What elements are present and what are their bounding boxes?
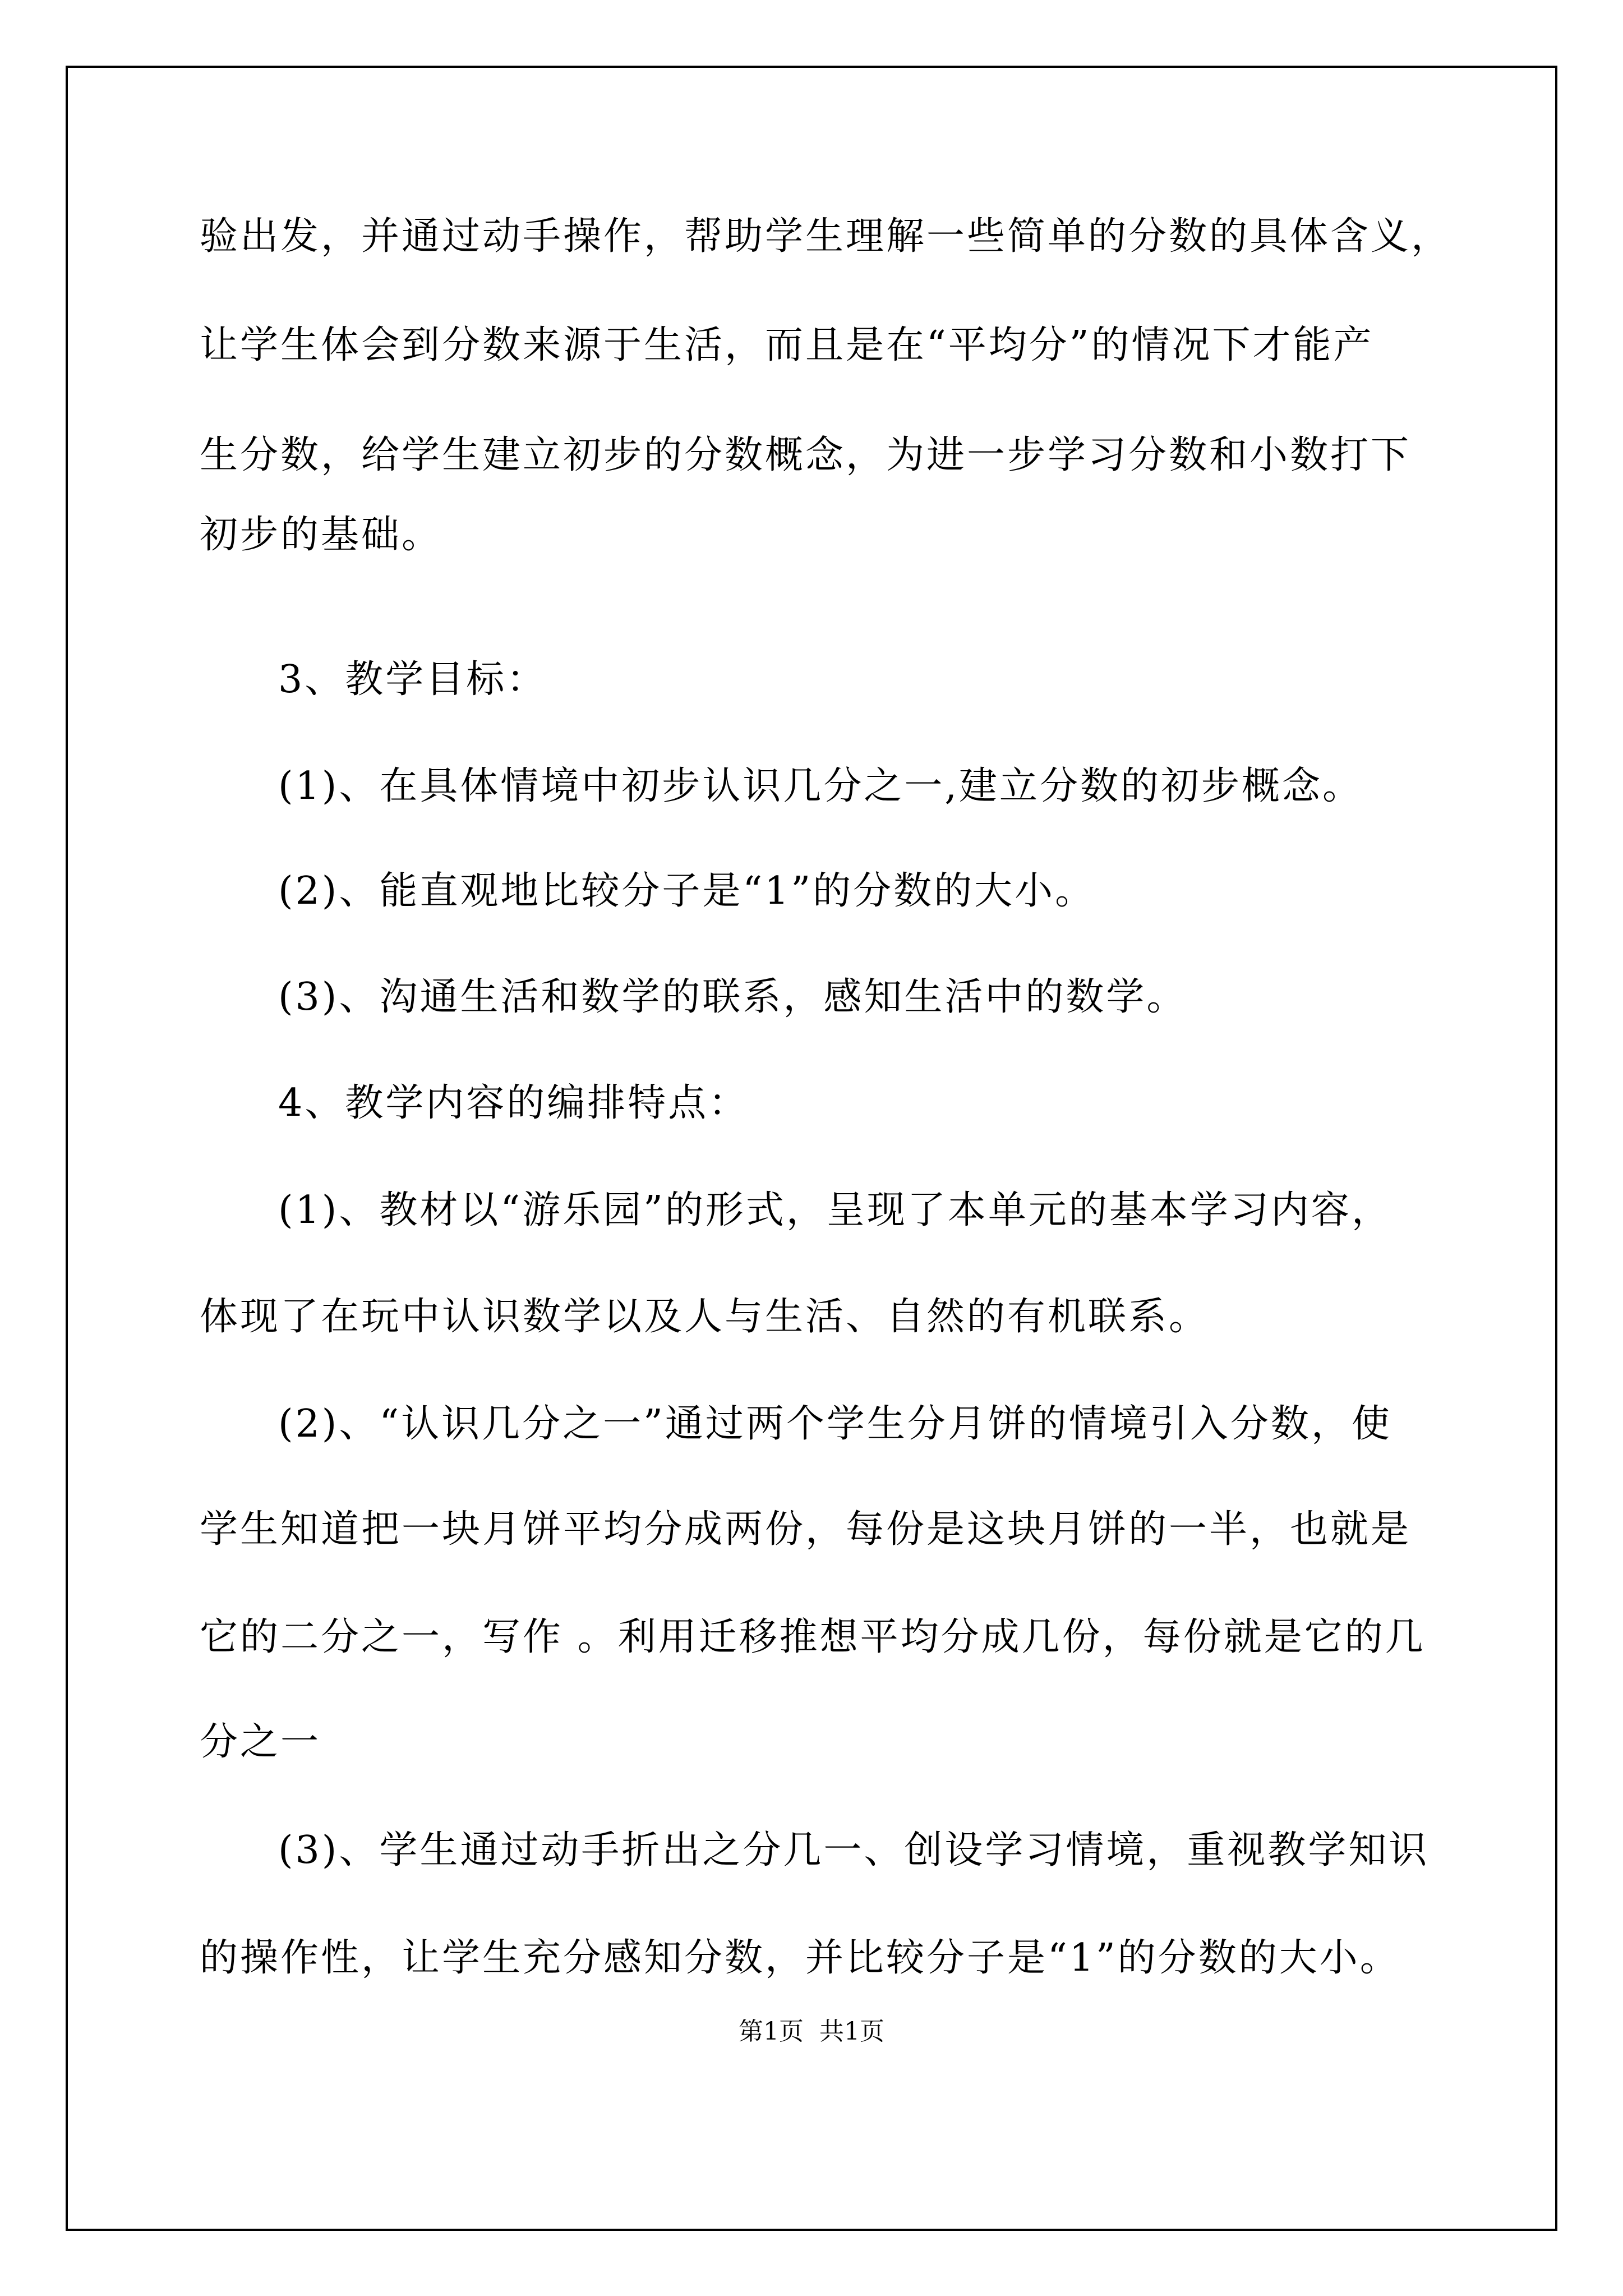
text-line: 验出发，并通过动手操作，帮助学生理解一些简单的分数的具体含义， bbox=[200, 214, 1452, 259]
list-item: (1)、教材以“游乐园”的形式，呈现了本单元的基本学习内容， bbox=[278, 1188, 1392, 1232]
page-footer bbox=[0, 2019, 1623, 2044]
text-line: 学生知道把一块月饼平均分成两份，每份是这块月饼的一半，也就是 bbox=[200, 1507, 1412, 1552]
text-line: 生分数，给学生建立初步的分数概念，为进一步学习分数和小数打下 bbox=[200, 433, 1412, 477]
text-line: 分之一 bbox=[200, 1720, 321, 1764]
page-border bbox=[66, 66, 1557, 2231]
text-line: 初步的基础。 bbox=[200, 513, 442, 557]
text-line: 的操作性，让学生充分感知分数，并比较分子是“1”的分数的大小。 bbox=[200, 1936, 1400, 1980]
section-heading: 3、教学目标： bbox=[278, 657, 547, 702]
text-line: 它的二分之一，写作 。利用迁移推想平均分成几份，每份就是它的几 bbox=[200, 1615, 1426, 1659]
list-item: (3)、学生通过动手折出之分几一、创设学习情境，重视教学知识 bbox=[278, 1828, 1430, 1872]
list-item: (2)、能直观地比较分子是“1”的分数的大小。 bbox=[278, 869, 1096, 913]
page-total: 共1页 bbox=[819, 2017, 884, 2046]
page-number: 第1页 bbox=[739, 2017, 804, 2046]
list-item: (2)、“认识几分之一”通过两个学生分月饼的情境引入分数，使 bbox=[278, 1402, 1392, 1446]
list-item: (3)、沟通生活和数学的联系，感知生活中的数学。 bbox=[278, 975, 1187, 1019]
text-line: 让学生体会到分数来源于生活，而且是在“平均分”的情况下才能产 bbox=[200, 323, 1374, 367]
text-line: 体现了在玩中认识数学以及人与生活、自然的有机联系。 bbox=[200, 1295, 1210, 1339]
section-heading: 4、教学内容的编排特点： bbox=[278, 1081, 749, 1125]
list-item: (1)、在具体情境中初步认识几分之一,建立分数的初步概念。 bbox=[278, 764, 1363, 808]
